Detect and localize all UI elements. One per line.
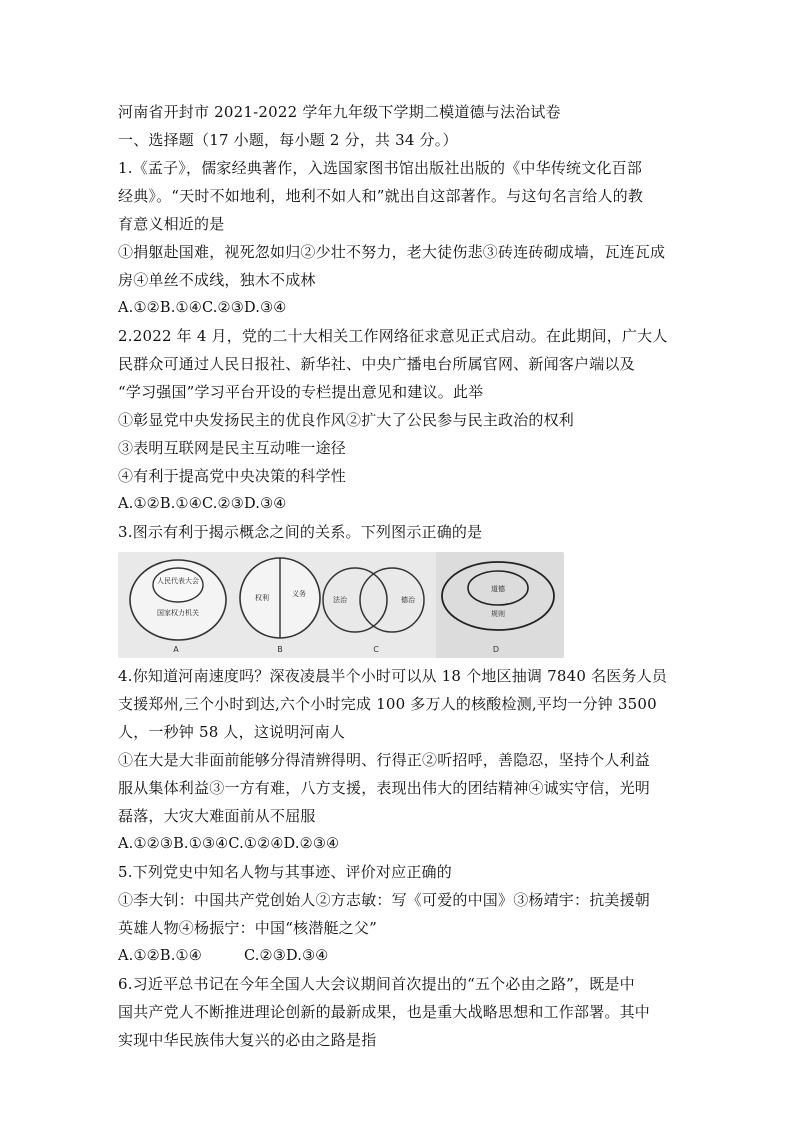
question-2-line: ③表明互联网是民主互动唯一途径	[118, 439, 347, 457]
question-3	[118, 518, 704, 658]
option-a: A.①②	[118, 300, 160, 316]
question-4-line: ①在大是大非面前能够分得清辨得明、行得正②听招呼，善隐忍，坚持个人利益	[118, 751, 651, 769]
diagram-d-outer-label: 规则	[491, 610, 505, 618]
venn-diagram-figure	[118, 552, 564, 658]
question-1-options	[118, 294, 704, 322]
option-a: A.①②	[118, 496, 160, 512]
diagram-b-letter: B	[277, 645, 283, 654]
diagram-b-left-label: 权利	[255, 594, 269, 602]
question-5-line: 5.下列党史中知名人物与其事迹、评价对应正确的	[118, 863, 452, 881]
option-c: C.②③	[201, 300, 244, 316]
question-1-line: ①捐躯赴国难，视死忽如归②少壮不努力，老大徒伤悲③砖连砖砌成墙，瓦连瓦成	[118, 243, 666, 261]
question-6-line: 国共产党人不断推进理论创新的最新成果，也是重大战略思想和工作部署。其中	[118, 1003, 651, 1021]
question-4-line: 服从集体利益③一方有难，八方支援，表现出伟大的团结精神④诚实守信，光明	[118, 779, 651, 797]
section-heading: 一、选择题（17 小题，每小题 2 分，共 34 分。）	[118, 131, 458, 149]
question-6	[118, 970, 704, 1054]
option-b: B.①④	[159, 496, 202, 512]
option-d: D.③④	[243, 496, 287, 512]
question-4-line: 人，一秒钟 58 人，这说明河南人	[118, 723, 346, 741]
option-b: B.①④	[159, 948, 202, 964]
question-4-line: 4.你知道河南速度吗？深夜凌晨半个小时可以从 18 个地区抽调 7840 名医务人员	[118, 667, 668, 685]
venn-diagram-svg	[118, 552, 564, 658]
option-b: B.①④	[159, 300, 202, 316]
diagram-b-right-label: 义务	[292, 590, 306, 598]
option-a: A.①②③	[118, 836, 174, 852]
option-c: C.②③	[201, 496, 244, 512]
question-2-options	[118, 490, 704, 518]
diagram-a-outer-label: 国家权力机关	[157, 609, 199, 617]
question-4-options	[118, 830, 704, 858]
question-4-line: 支援郑州,三个小时到达,六个小时完成 100 多万人的核酸检测,平均一分钟 3500	[118, 695, 657, 713]
question-4-line: 磊落，大灾大难面前从不屈服	[118, 807, 316, 825]
question-2-line: 民群众可通过人民日报社、新华社、中央广播电台所属官网、新闻客户端以及	[118, 355, 635, 373]
question-1-line: 1.《孟子》，儒家经典著作，入选国家图书馆出版社出版的《中华传统文化百部	[118, 159, 643, 177]
question-2	[118, 322, 704, 518]
option-d: D.②③④	[283, 836, 340, 852]
question-5	[118, 858, 704, 970]
option-d: D.③④	[285, 948, 329, 964]
question-2-line: “学习强国”学习平台开设的专栏提出意见和建议。此举	[118, 383, 484, 401]
diagram-a-letter: A	[173, 645, 179, 654]
diagram-c-right-label: 德治	[401, 596, 415, 604]
question-2-line: 2.2022 年 4 月，党的二十大相关工作网络征求意见正式启动。在此期间，广大人	[118, 327, 668, 345]
option-a: A.①②	[118, 948, 160, 964]
diagram-c-left-label: 法治	[333, 596, 347, 604]
question-1-line: 房④单丝不成线，独木不成林	[118, 271, 316, 289]
exam-title: 河南省开封市 2021-2022 学年九年级下学期二模道德与法治试卷	[118, 103, 561, 121]
diagram-d-inner-label: 道德	[491, 585, 505, 593]
question-1-line: 育意义相近的是	[118, 215, 225, 233]
question-1-line: 经典》。“天时不如地利，地利不如人和”就出自这部著作。与这句名言给人的教	[118, 187, 644, 205]
question-1	[118, 154, 704, 322]
question-6-line: 实现中华民族伟大复兴的必由之路是指	[118, 1031, 377, 1049]
option-c: C.①②④	[228, 836, 284, 852]
question-5-line: 英雄人物④杨振宁：中国“核潜艇之父”	[118, 919, 377, 937]
diagram-c-letter: C	[373, 645, 379, 654]
question-2-line: ①彰显党中央发扬民主的优良作风②扩大了公民参与民主政治的权利	[118, 411, 575, 429]
diagram-a-inner-label: 人民代表大会	[157, 577, 199, 585]
question-4	[118, 662, 704, 858]
question-6-line: 6.习近平总书记在今年全国人大会议期间首次提出的“五个必由之路”，既是中	[118, 975, 635, 993]
option-c: C.②③	[243, 948, 286, 964]
option-b: B.①③④	[173, 836, 229, 852]
question-5-options	[118, 942, 704, 970]
option-d: D.③④	[243, 300, 287, 316]
diagram-d-letter: D	[492, 645, 500, 654]
question-3-line: 3.图示有利于揭示概念之间的关系。下列图示正确的是	[118, 523, 483, 541]
question-5-line: ①李大钊：中国共产党创始人②方志敏：写《可爱的中国》③杨靖宇：抗美援朝	[118, 891, 651, 909]
question-2-line: ④有利于提高党中央决策的科学性	[118, 467, 347, 485]
